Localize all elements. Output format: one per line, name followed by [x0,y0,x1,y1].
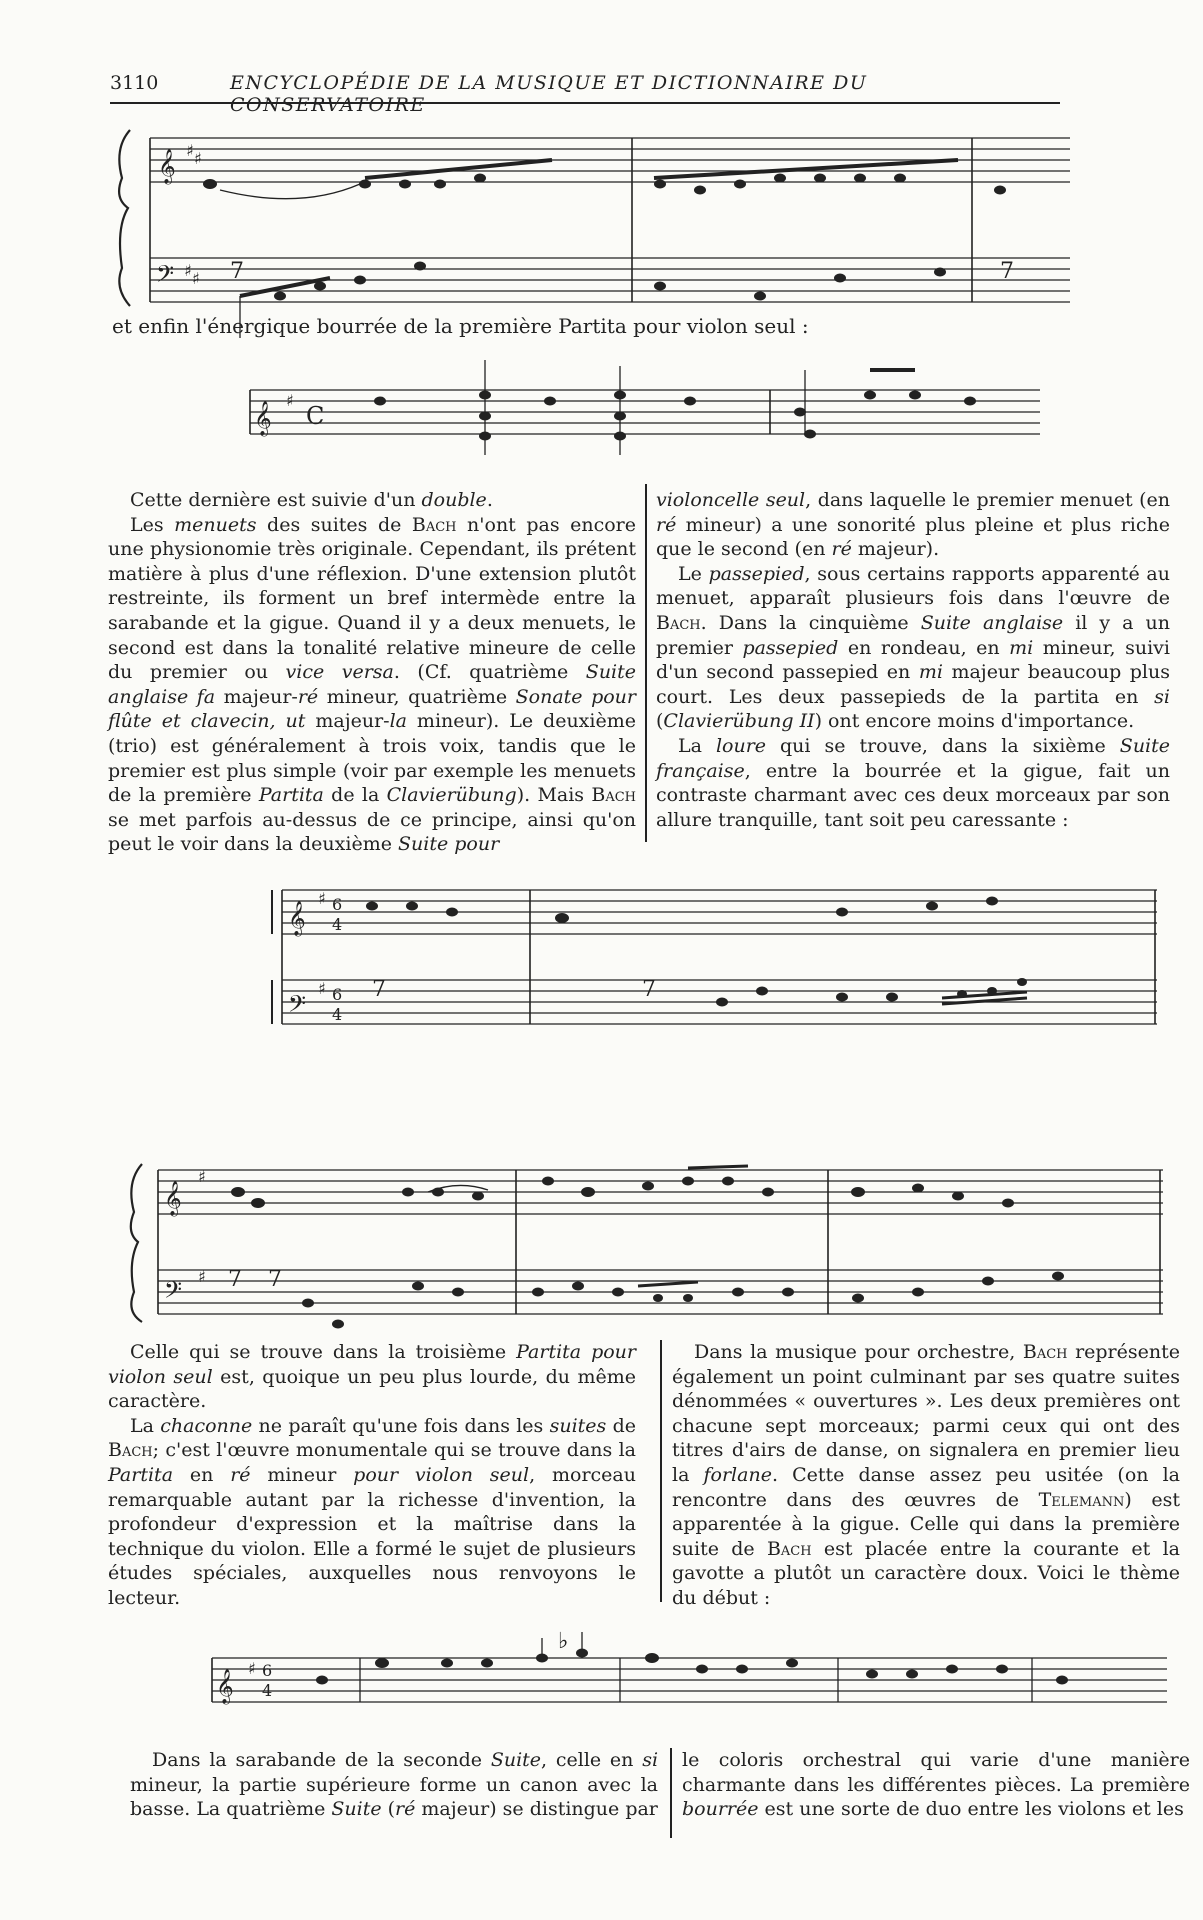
svg-text:6: 6 [332,985,343,1004]
block3-right-column [682,1748,1190,1822]
ex3-time-bottom: 4 [332,915,343,934]
block2-right-p1: Dans la musique pour orchestre, Bach représente également un point culminant par ses quatre suites dénommées « ouvertures ». Les deux premières ont chacune sept morceaux; parmi ceux qui ont des titres d'airs de danse, on signalera en premier lieu la forlane. Cette danse assez peu usitée (on la rencontre dans des œuvres de Telemann) est apparentée à la gigue. Celle qui dans la première suite de Bach est placée entre la courante et la gavotte a plutôt un caractère doux. Voici le thème du début : [672,1341,1180,1609]
music-example-2 [250,350,1050,470]
page-header [110,72,1060,116]
svg-text:7: 7 [228,1267,242,1292]
block1-left-p2: Les menuets des suites de Bach n'ont pas encore une physionomie très originale. Cependant, ils prétent matière à plus d'une réflexion. D'une extension plutôt restreinte, ils forment un bref intermède entre la sarabande et la gigue. Quand il y a deux menuets, le second est dans la tonalité relative mineure de celle du premier ou vice versa. (Cf. quatrième Suite anglaise fa majeur-ré mineur, quatrième Sonate pour flûte et clavecin, ut majeur-la mineur). Le deuxième (trio) est généralement à trois voix, tandis que le premier est plus simple (voir par exemple les menuets de la première Partita de la Clavierübung). Mais Bach se met parfois au-dessus de ce principe, ainsi qu'on peut le voir dans la deuxième Suite pour [108,513,637,856]
block2-right-column [672,1340,1180,1611]
block3-left-column [130,1748,658,1822]
svg-text:𝄞: 𝄞 [164,1181,182,1216]
running-title: ENCYCLOPÉDIE DE LA MUSIQUE ET DICTIONNAIRE DU CONSERVATOIRE [230,72,868,116]
page-number: 3110 [110,72,159,94]
svg-text:𝄢: 𝄢 [164,1276,183,1309]
ex3-time-top: 6 [332,895,343,914]
block1-right-p2: Le passepied, sous certains rapports apparenté au menuet, apparaît plusieurs fois dans l'œuvre de Bach. Dans la cinquième Suite anglaise il y a un premier passepied en rondeau, en mi mineur, suivi d'un second passepied en mi majeur beaucoup plus court. Les deux passepieds de la partita en si (Clavierübung II) ont encore moins d'importance. [656,562,1170,733]
svg-text:4: 4 [332,1005,343,1024]
svg-text:♯: ♯ [198,1267,206,1286]
music-example-5 [212,1618,1172,1728]
block2-column-rule [660,1340,662,1602]
svg-text:𝄢: 𝄢 [156,260,175,293]
svg-text:♯: ♯ [194,149,202,168]
svg-text:♯: ♯ [198,1167,206,1186]
block2-left-p2: La chaconne ne paraît qu'une fois dans les suites de Bach; c'est l'œuvre monumentale qui se trouve dans la Partita en ré mineur pour violon seul, morceau remarquable autant par la richesse d'invention, la profondeur d'expression et la maîtrise dans la technique du violon. Elle a formé le sujet de plusieurs études spéciales, auxquelles nous renvoyons le lecteur. [108,1414,637,1609]
svg-text:7: 7 [230,259,244,284]
svg-text:♯: ♯ [248,1659,256,1678]
block1-left-p1: Cette dernière est suivie d'un double. [130,489,493,511]
svg-text:𝄞: 𝄞 [158,149,176,184]
svg-text:♯: ♯ [186,141,194,160]
ex2-time: C [306,402,325,430]
ex5-time-bottom: 4 [262,1681,273,1700]
svg-text:7: 7 [642,977,656,1002]
block1-left-column [108,488,636,857]
block1-column-rule [645,484,647,842]
svg-text:𝄞: 𝄞 [288,901,306,936]
svg-text:𝄢: 𝄢 [288,990,307,1023]
svg-text:♯: ♯ [318,889,326,908]
svg-text:7: 7 [268,1267,282,1292]
svg-text:♯: ♯ [318,979,326,998]
music-example-4 [128,1152,1168,1327]
svg-text:♯: ♯ [192,269,200,288]
block2-left-p1: Celle qui se trouve dans la troisième Partita pour violon seul est, quoique un peu plus lourde, du même caractère. [108,1341,636,1413]
svg-text:♭: ♭ [558,1629,569,1654]
svg-text:𝄞: 𝄞 [216,1669,234,1704]
bass-staff [150,258,1070,302]
block1-right-p1: violoncelle seul, dans laquelle le premier menuet (en ré mineur) a une sonorité plus pleine et plus riche que le second (en ré majeur). [656,489,1170,561]
svg-text:𝄞: 𝄞 [254,401,272,436]
block3-column-rule [670,1748,672,1838]
music-example-1 [120,118,1070,318]
intro-bourree [112,314,1112,339]
intro-bourree-text: et enfin l'énergique bourrée de la première Partita pour violon seul : [112,314,809,338]
svg-text:♯: ♯ [286,391,294,410]
block2-left-column [108,1340,636,1611]
block3-right-p1: le coloris orchestral qui varie d'une manière charmante dans les différentes pièces. La première bourrée est une sorte de duo entre les violons et les [682,1749,1190,1821]
music-example-3 [262,870,1162,1040]
svg-text:♯: ♯ [184,261,192,280]
block3-left-p1: Dans la sarabande de la seconde Suite, celle en si mineur, la partie supérieure forme un canon avec la basse. La quatrième Suite (ré majeur) se distingue par [130,1749,659,1821]
block1-right-p3: La loure qui se trouve, dans la sixième Suite française, entre la bourrée et la gigue, fait un contraste charmant avec ces deux morceaux par son allure tranquille, tant soit peu caressante : [656,734,1171,831]
block1-right-column [656,488,1170,832]
svg-text:7: 7 [372,977,386,1002]
svg-text:7: 7 [1000,259,1014,284]
ex5-time-top: 6 [262,1661,273,1680]
